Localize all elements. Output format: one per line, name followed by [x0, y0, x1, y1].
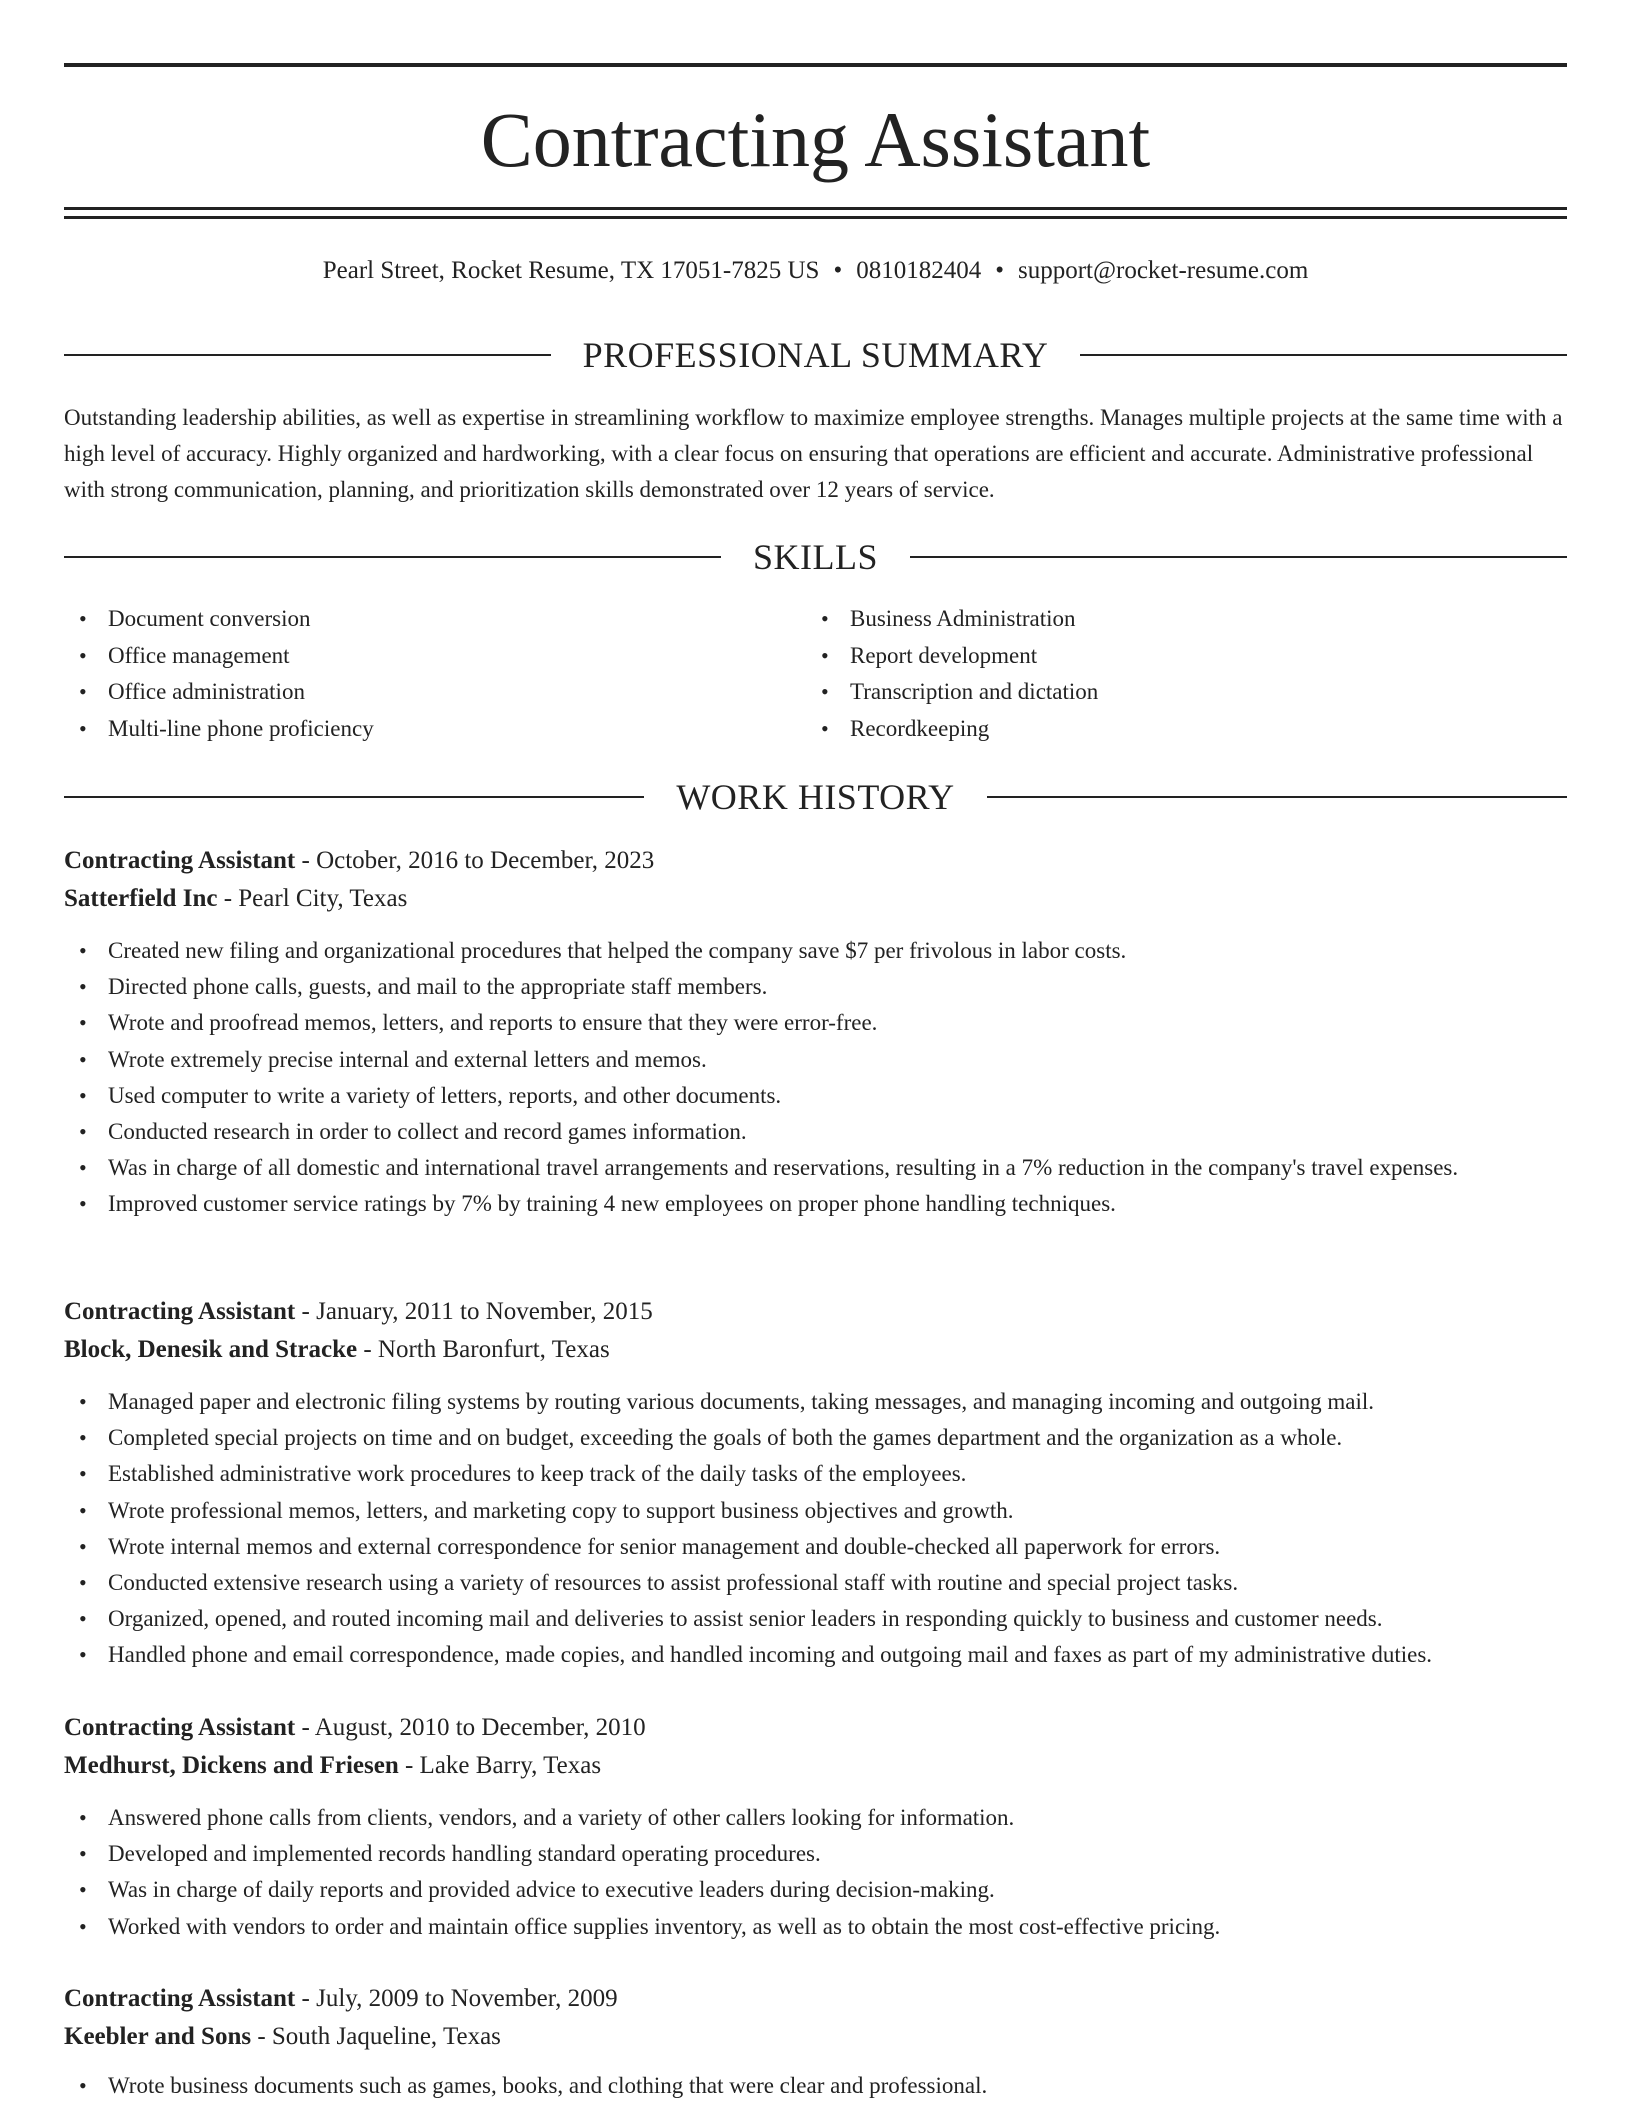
- job-bullet: • Conducted research in order to collect and record games information.: [64, 1114, 1567, 1150]
- contact-phone: 0810182404: [856, 257, 982, 284]
- job-entry: [64, 842, 1567, 1223]
- skills-list: [64, 601, 1567, 747]
- job-bullets: [64, 1800, 1567, 1945]
- skill-item: • Multi-line phone proficiency: [64, 711, 806, 748]
- contact-line: [64, 254, 1567, 288]
- divider: [64, 556, 721, 558]
- job-company: Satterfield Inc: [64, 885, 218, 912]
- job-bullet: • Used computer to write a variety of letters, reports, and other documents.: [64, 1078, 1567, 1114]
- job-bullet: • Directed phone calls, guests, and mail to the appropriate staff members.: [64, 969, 1567, 1005]
- job-company-line: [64, 1331, 1567, 1369]
- skills-column-left: [64, 601, 806, 747]
- job-location: - Lake Barry, Texas: [398, 1752, 602, 1779]
- job-title-line: [64, 1709, 1567, 1747]
- summary-paragraph: Outstanding leadership abilities, as well as expertise in streamlining workflow to maximize employee strengths. Manages multiple projects at the same time with a high level of accuracy. Highly organized and hardworking, with a clear focus on ensuring that operations are efficient and accurate. Administrative professional with strong communication, planning, and prioritization skills demonstrated over 12 years of service.: [64, 405, 1563, 502]
- job-dates: - August, 2010 to December, 2010: [295, 1714, 646, 1741]
- job-company: Keebler and Sons: [64, 2023, 252, 2050]
- job-bullets: [64, 933, 1567, 1223]
- page-title: Contracting Assistant: [480, 96, 1151, 183]
- skill-item: • Recordkeeping: [806, 711, 1548, 748]
- job-bullet: • Managed paper and electronic filing systems by routing various documents, taking messages, and managing incoming and outgoing mail.: [64, 1384, 1567, 1420]
- contact-separator: •: [833, 257, 843, 284]
- contact-separator: •: [995, 257, 1004, 284]
- job-bullet: • Wrote and proofread memos, letters, and reports to ensure that they were error-free.: [64, 1005, 1567, 1041]
- job-bullet: • Wrote internal memos and external correspondence for senior management and double-checked all paperwork for errors.: [64, 1529, 1567, 1565]
- job-company-line: [64, 880, 1567, 918]
- job-company-line: [64, 1747, 1567, 1785]
- job-bullet: • Answered phone calls from clients, vendors, and a variety of other callers looking for information.: [64, 1800, 1567, 1836]
- job-bullet: • Was in charge of daily reports and provided advice to executive leaders during decision-making.: [64, 1872, 1567, 1908]
- divider: [1080, 354, 1567, 356]
- job-role: Contracting Assistant: [64, 1985, 296, 2012]
- job-role: Contracting Assistant: [64, 847, 296, 874]
- section-heading-work: [64, 774, 1567, 820]
- job-bullet: • Created new filing and organizational procedures that helped the company save $7 per frivolous in labor costs.: [64, 933, 1567, 969]
- job-role: Contracting Assistant: [64, 1714, 296, 1741]
- job-title-line: [64, 1293, 1567, 1331]
- job-bullet: • Completed special projects on time and on budget, exceeding the goals of both the games department and the organization as a whole.: [64, 1420, 1567, 1456]
- job-location: - South Jaqueline, Texas: [251, 2023, 501, 2050]
- section-title-skills: SKILLS: [753, 537, 879, 577]
- job-bullet: • Organized, opened, and routed incoming mail and deliveries to assist senior leaders in responding quickly to business and customer needs.: [64, 1601, 1567, 1637]
- job-bullet: • Improved customer service ratings by 7% by training 4 new employees on proper phone handling techniques.: [64, 1186, 1567, 1222]
- divider: [910, 556, 1567, 558]
- job-bullet: • Worked with vendors to order and maintain office supplies inventory, as well as to obtain the most cost-effective pricing.: [64, 1909, 1567, 1945]
- job-entry: [64, 1709, 1567, 1945]
- skills-column-right: [806, 601, 1548, 747]
- skill-item: • Transcription and dictation: [806, 674, 1548, 711]
- section-heading-summary: [64, 332, 1567, 378]
- job-bullet: • Established administrative work procedures to keep track of the daily tasks of the employees.: [64, 1456, 1567, 1492]
- contact-email: support@rocket-resume.com: [1017, 257, 1309, 284]
- top-rule: [64, 63, 1567, 67]
- job-role: Contracting Assistant: [64, 1298, 296, 1325]
- job-company: Medhurst, Dickens and Friesen: [64, 1752, 399, 1779]
- job-entry: [64, 1293, 1567, 1674]
- job-title-line: [64, 1980, 1567, 2018]
- job-company-line: [64, 2018, 1567, 2056]
- divider: [64, 796, 644, 798]
- skill-item: • Report development: [806, 638, 1548, 675]
- job-dates: - October, 2016 to December, 2023: [295, 847, 655, 874]
- skill-item: • Office administration: [64, 674, 806, 711]
- job-bullet: • Handled phone and email correspondence, made copies, and handled incoming and outgoing mail and faxes as part of my administrative duties.: [64, 1637, 1567, 1673]
- section-title-summary: PROFESSIONAL SUMMARY: [582, 335, 1049, 375]
- section-heading-skills: [64, 534, 1567, 580]
- divider: [64, 354, 551, 356]
- job-bullets: [64, 2068, 1567, 2104]
- job-dates: - July, 2009 to November, 2009: [295, 1985, 618, 2012]
- skill-item: • Document conversion: [64, 601, 806, 638]
- job-location: - Pearl City, Texas: [217, 885, 408, 912]
- job-bullet: • Wrote extremely precise internal and external letters and memos.: [64, 1042, 1567, 1078]
- job-bullet: • Was in charge of all domestic and international travel arrangements and reservations, resulting in a 7% reduction in the company's travel expenses.: [64, 1150, 1567, 1186]
- job-location: - North Baronfurt, Texas: [357, 1336, 610, 1363]
- skill-item: • Business Administration: [806, 601, 1548, 638]
- job-bullets: [64, 1384, 1567, 1674]
- job-dates: - January, 2011 to November, 2015: [295, 1298, 653, 1325]
- job-bullet: • Developed and implemented records handling standard operating procedures.: [64, 1836, 1567, 1872]
- title-double-rule: [64, 207, 1567, 219]
- divider: [987, 796, 1567, 798]
- job-bullet: • Conducted extensive research using a variety of resources to assist professional staff with routine and special project tasks.: [64, 1565, 1567, 1601]
- job-company: Block, Denesik and Stracke: [64, 1336, 358, 1363]
- job-bullet: • Wrote business documents such as games, books, and clothing that were clear and professional.: [64, 2068, 1567, 2104]
- contact-address: Pearl Street, Rocket Resume, TX 17051-7825 US: [322, 257, 820, 284]
- job-bullet: • Wrote professional memos, letters, and marketing copy to support business objectives and growth.: [64, 1493, 1567, 1529]
- job-entry: [64, 1980, 1567, 2104]
- job-title-line: [64, 842, 1567, 880]
- section-title-work: WORK HISTORY: [676, 777, 955, 817]
- skill-item: • Office management: [64, 638, 806, 675]
